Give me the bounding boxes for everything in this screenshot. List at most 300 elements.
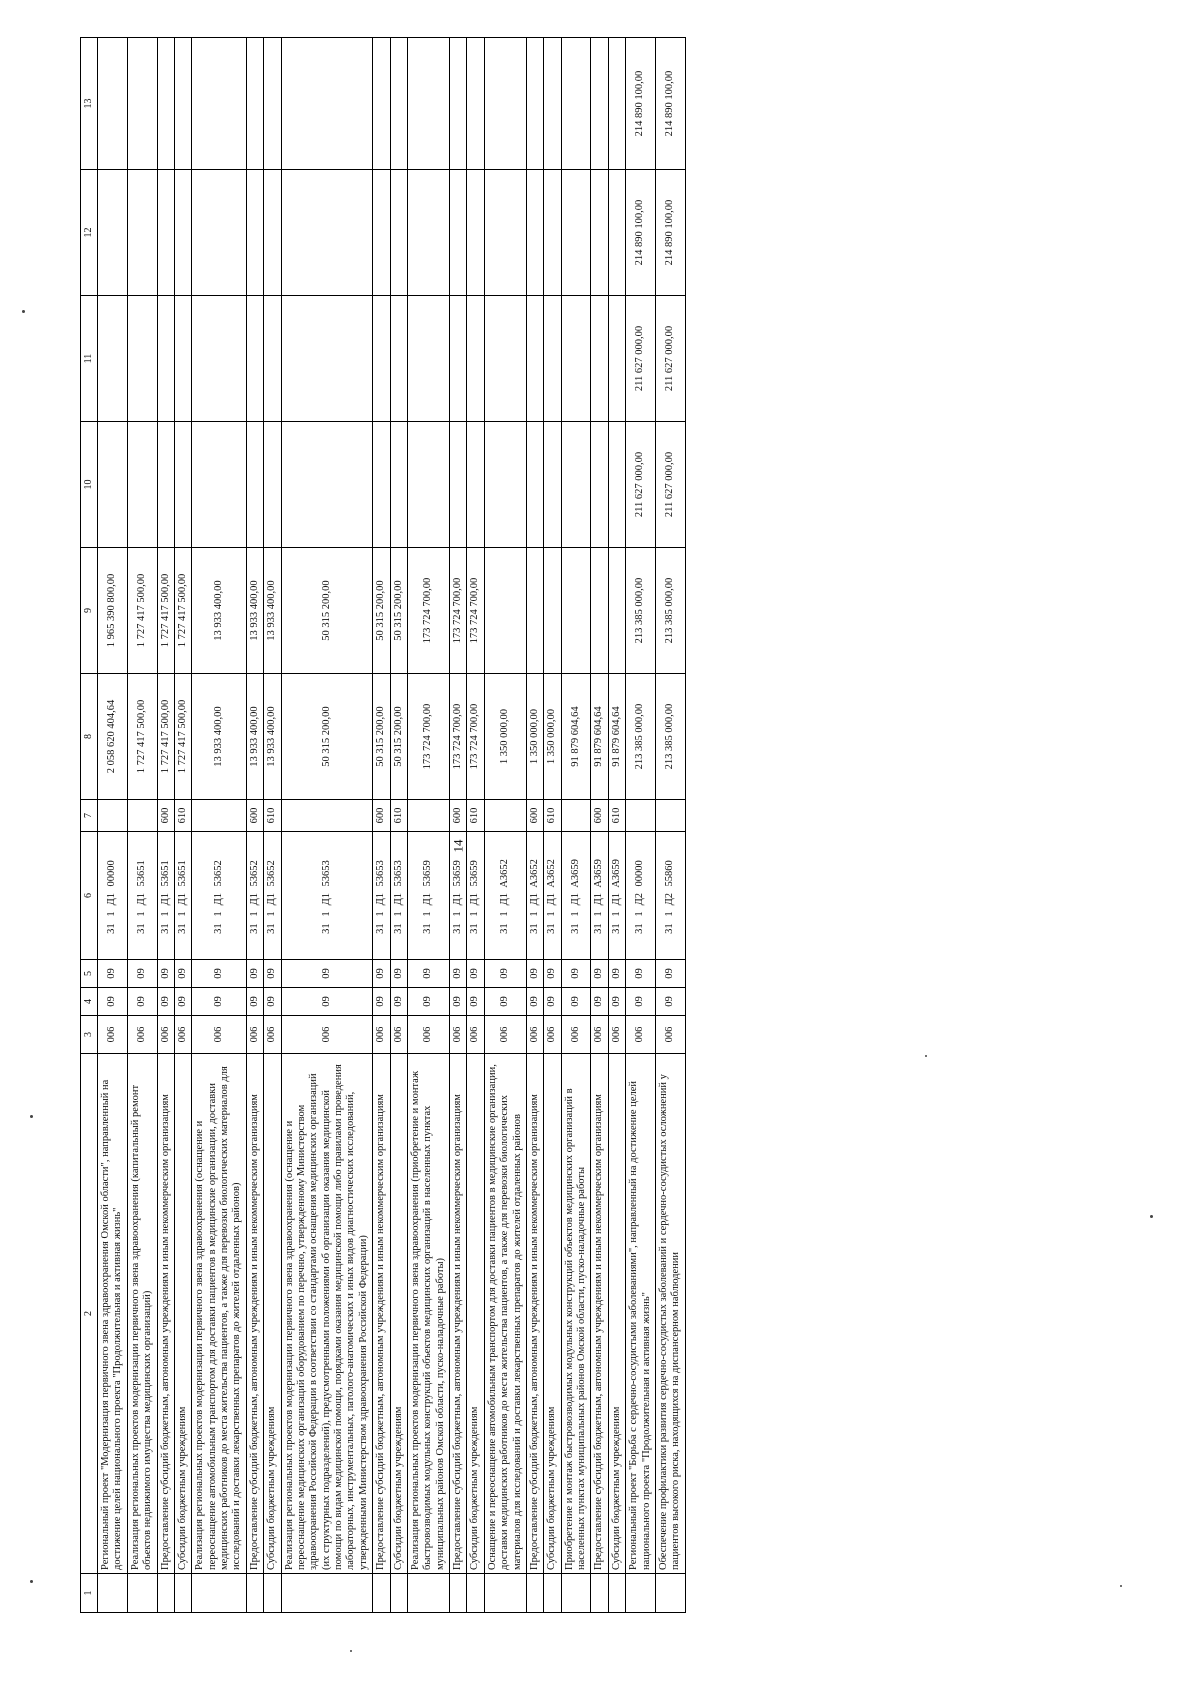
row-name-cell: Приобретение и монтаж быстровозводимых модульных конструкций объектов медицинских организаций в населенных пунктах муниципальных районов Омской области, пуско-наладочные работы	[561, 1054, 591, 1574]
amount-cell-c8: 50 315 200,00	[390, 674, 407, 800]
amount-cell-c13: 214 890 100,00	[626, 38, 656, 170]
target-article-code-part: 1	[469, 911, 481, 917]
section-code-cell: 09	[407, 988, 449, 1016]
amount-cell-c9	[544, 548, 561, 674]
subsection-code-cell: 09	[98, 960, 128, 988]
target-article-code-part: 1	[212, 911, 224, 917]
table-row	[281, 38, 373, 1613]
amount-cell-c8: 1 727 417 500,00	[174, 674, 191, 800]
amount-cell-c8: 1 350 000,00	[544, 674, 561, 800]
expense-type-cell: 610	[264, 800, 281, 832]
amount-cell-c10	[174, 422, 191, 548]
amount-cell-c10	[484, 422, 526, 548]
ministry-code-cell: 006	[626, 1016, 656, 1054]
target-article-code-part: 31	[634, 923, 646, 934]
column-header: 12	[81, 170, 98, 296]
subsection-code-cell: 09	[526, 960, 543, 988]
target-article-code-part: Д1	[375, 892, 387, 906]
target-article-code-part: 00000	[106, 860, 118, 887]
target-article-code-part: Д1	[569, 892, 581, 906]
ministry-code-cell: 006	[655, 1016, 685, 1054]
target-article-code-part: 31	[569, 923, 581, 934]
amount-cell-c13	[561, 38, 591, 170]
amount-cell-c10	[98, 422, 128, 548]
amount-cell-c12	[192, 170, 247, 296]
subsection-code-cell: 09	[450, 960, 467, 988]
amount-cell-c9: 13 933 400,00	[264, 548, 281, 674]
amount-cell-c11	[467, 296, 484, 422]
table-row	[98, 38, 128, 1613]
target-article-code-part: Д1	[610, 892, 622, 906]
expense-type-cell	[655, 800, 685, 832]
column-header: 7	[81, 800, 98, 832]
table-row	[561, 38, 591, 1613]
ministry-code-cell: 006	[526, 1016, 543, 1054]
subsection-code-cell: 09	[544, 960, 561, 988]
expense-type-cell: 600	[526, 800, 543, 832]
target-article-code-cell	[450, 832, 467, 960]
target-article-code-cell	[626, 832, 656, 960]
amount-cell-c11	[264, 296, 281, 422]
section-code-cell: 09	[484, 988, 526, 1016]
ministry-code-cell: 006	[174, 1016, 191, 1054]
amount-cell-c12	[390, 170, 407, 296]
column-header: 2	[81, 1054, 98, 1574]
amount-cell-c12	[526, 170, 543, 296]
section-code-cell: 09	[626, 988, 656, 1016]
amount-cell-c11	[390, 296, 407, 422]
amount-cell-c11	[174, 296, 191, 422]
target-article-code-part: Д1	[593, 892, 605, 906]
expense-type-cell	[281, 800, 373, 832]
target-article-code-part: 1	[422, 911, 434, 917]
target-article-code-part: А3659	[610, 859, 622, 888]
amount-cell-c13	[467, 38, 484, 170]
amount-cell-c8: 1 350 000,00	[484, 674, 526, 800]
amount-cell-c11	[192, 296, 247, 422]
amount-cell-c10	[467, 422, 484, 548]
scan-speck	[1150, 1215, 1153, 1218]
column-header: 11	[81, 296, 98, 422]
amount-cell-c13	[192, 38, 247, 170]
amount-cell-c12	[127, 170, 157, 296]
row-index-cell	[98, 1574, 128, 1613]
amount-cell-c12	[98, 170, 128, 296]
amount-cell-c9	[591, 548, 608, 674]
section-code-cell: 09	[98, 988, 128, 1016]
target-article-code-part: Д1	[159, 892, 171, 906]
target-article-code-part: 31	[528, 923, 540, 934]
amount-cell-c9: 50 315 200,00	[281, 548, 373, 674]
table-row	[544, 38, 561, 1613]
target-article-code-part: 53659	[422, 860, 434, 887]
amount-cell-c9	[526, 548, 543, 674]
target-article-code-part: 1	[546, 911, 558, 917]
amount-cell-c10	[390, 422, 407, 548]
target-article-code-part: 53653	[392, 860, 404, 887]
amount-cell-c13	[544, 38, 561, 170]
ministry-code-cell: 006	[127, 1016, 157, 1054]
amount-cell-c13	[591, 38, 608, 170]
target-article-code-part: Д1	[135, 892, 147, 906]
section-code-cell: 09	[246, 988, 263, 1016]
target-article-code-part: А3659	[593, 859, 605, 888]
amount-cell-c11	[484, 296, 526, 422]
table-row	[174, 38, 191, 1613]
row-index-cell	[484, 1574, 526, 1613]
scan-speck	[1120, 1585, 1122, 1587]
section-code-cell: 09	[174, 988, 191, 1016]
amount-cell-c10	[407, 422, 449, 548]
amount-cell-c10	[608, 422, 625, 548]
amount-cell-c12	[246, 170, 263, 296]
amount-cell-c13	[281, 38, 373, 170]
target-article-code-part: 31	[422, 923, 434, 934]
table-row	[373, 38, 390, 1613]
target-article-code-cell	[655, 832, 685, 960]
rotated-page-content	[80, 38, 1105, 1613]
target-article-code-cell	[390, 832, 407, 960]
target-article-code-part: 1	[135, 911, 147, 917]
target-article-code-part: Д1	[422, 892, 434, 906]
target-article-code-part: 55860	[664, 860, 676, 887]
ministry-code-cell: 006	[544, 1016, 561, 1054]
amount-cell-c8: 173 724 700,00	[450, 674, 467, 800]
amount-cell-c9	[484, 548, 526, 674]
target-article-code-part: Д1	[266, 892, 278, 906]
target-article-code-part: 53651	[159, 860, 171, 887]
amount-cell-c12	[467, 170, 484, 296]
target-article-code-part: А3652	[546, 859, 558, 888]
section-code-cell: 09	[157, 988, 174, 1016]
target-article-code-cell	[526, 832, 543, 960]
amount-cell-c13	[407, 38, 449, 170]
target-article-code-part: 31	[392, 923, 404, 934]
subsection-code-cell: 09	[655, 960, 685, 988]
row-name-cell: Предоставление субсидий бюджетным, автономным учреждениям и иным некоммерческим организациям	[450, 1054, 467, 1574]
amount-cell-c12	[373, 170, 390, 296]
subsection-code-cell: 09	[281, 960, 373, 988]
target-article-code-part: 31	[469, 923, 481, 934]
table-body	[98, 38, 686, 1613]
row-name-cell: Предоставление субсидий бюджетным, автономным учреждениям и иным некоммерческим организациям	[246, 1054, 263, 1574]
amount-cell-c8: 213 385 000,00	[655, 674, 685, 800]
row-name-cell: Субсидии бюджетным учреждениям	[174, 1054, 191, 1574]
amount-cell-c11	[98, 296, 128, 422]
amount-cell-c8: 50 315 200,00	[373, 674, 390, 800]
table-row	[467, 38, 484, 1613]
target-article-code-part: 1	[499, 911, 511, 917]
target-article-code-part: Д1	[392, 892, 404, 906]
row-name-cell: Предоставление субсидий бюджетным, автономным учреждениям и иным некоммерческим организациям	[526, 1054, 543, 1574]
row-index-cell	[407, 1574, 449, 1613]
target-article-code-part: 00000	[634, 860, 646, 887]
amount-cell-c10: 211 627 000,00	[655, 422, 685, 548]
row-index-cell	[526, 1574, 543, 1613]
ministry-code-cell: 006	[450, 1016, 467, 1054]
table-row	[264, 38, 281, 1613]
target-article-code-part: Д1	[469, 892, 481, 906]
row-name-cell: Реализация региональных проектов модернизации первичного звена здравоохранения (оснащение и переоснащение медицинских организаций оборудованием по перечню, утвержденному Министерством здравоохранения Российской Федерации в соответствии со стандартами оснащения медицинских организаций (их структурных подразделений), предусмотренными положениями об организации оказания медицинской помощи по видам медицинской помощи, порядками оказания медицинской помощи либо правилами проведения лабораторных, инструментальных, патолого-анатомических и иных видов диагностических исследований, утвержденными Министерством здравоохранения Российской Федерации)	[281, 1054, 373, 1574]
row-name-cell: Реализация региональных проектов модернизации первичного звена здравоохранения (приобретение и монтаж быстровозводимых модульных конструкций объектов медицинских организаций в населенных пунктах муниципальных районов Омской области, пуско-наладочные работы)	[407, 1054, 449, 1574]
target-article-code-part: 31	[610, 923, 622, 934]
ministry-code-cell: 006	[192, 1016, 247, 1054]
column-header: 5	[81, 960, 98, 988]
target-article-code-part: 31	[248, 923, 260, 934]
target-article-code-cell	[407, 832, 449, 960]
ministry-code-cell: 006	[98, 1016, 128, 1054]
amount-cell-c8: 91 879 604,64	[608, 674, 625, 800]
row-name-cell: Предоставление субсидий бюджетным, автономным учреждениям и иным некоммерческим организациям	[157, 1054, 174, 1574]
section-code-cell: 09	[264, 988, 281, 1016]
target-article-code-part: 31	[266, 923, 278, 934]
subsection-code-cell: 09	[192, 960, 247, 988]
target-article-code-part: Д1	[546, 892, 558, 906]
subsection-code-cell: 09	[246, 960, 263, 988]
target-article-code-part: 1	[528, 911, 540, 917]
scan-speck	[350, 1650, 352, 1652]
amount-cell-c13	[608, 38, 625, 170]
amount-cell-c11: 211 627 000,00	[655, 296, 685, 422]
target-article-code-part: 31	[664, 923, 676, 934]
row-name-cell: Субсидии бюджетным учреждениям	[390, 1054, 407, 1574]
amount-cell-c8: 1 727 417 500,00	[157, 674, 174, 800]
amount-cell-c10	[264, 422, 281, 548]
amount-cell-c9: 213 385 000,00	[655, 548, 685, 674]
amount-cell-c11	[544, 296, 561, 422]
amount-cell-c9: 173 724 700,00	[407, 548, 449, 674]
table-row	[526, 38, 543, 1613]
row-index-cell	[281, 1574, 373, 1613]
amount-cell-c9: 1 727 417 500,00	[127, 548, 157, 674]
amount-cell-c9: 50 315 200,00	[390, 548, 407, 674]
expense-type-cell	[127, 800, 157, 832]
amount-cell-c11	[561, 296, 591, 422]
amount-cell-c13	[127, 38, 157, 170]
row-index-cell	[608, 1574, 625, 1613]
amount-cell-c10: 211 627 000,00	[626, 422, 656, 548]
row-index-cell	[467, 1574, 484, 1613]
table-row	[246, 38, 263, 1613]
ministry-code-cell: 006	[390, 1016, 407, 1054]
target-article-code-part: Д1	[212, 892, 224, 906]
subsection-code-cell: 09	[407, 960, 449, 988]
table-row	[655, 38, 685, 1613]
section-code-cell: 09	[561, 988, 591, 1016]
target-article-code-cell	[467, 832, 484, 960]
amount-cell-c8: 13 933 400,00	[192, 674, 247, 800]
target-article-code-part: 31	[593, 923, 605, 934]
amount-cell-c8: 1 727 417 500,00	[127, 674, 157, 800]
row-name-cell: Предоставление субсидий бюджетным, автономным учреждениям и иным некоммерческим организациям	[591, 1054, 608, 1574]
row-index-cell	[561, 1574, 591, 1613]
target-article-code-cell	[281, 832, 373, 960]
subsection-code-cell: 09	[608, 960, 625, 988]
ministry-code-cell: 006	[608, 1016, 625, 1054]
expense-type-cell	[626, 800, 656, 832]
expense-type-cell	[192, 800, 247, 832]
expense-type-cell: 600	[591, 800, 608, 832]
expense-type-cell: 610	[544, 800, 561, 832]
target-article-code-part: Д1	[248, 892, 260, 906]
table-row	[407, 38, 449, 1613]
row-name-cell: Обеспечение профилактики развития сердечно-сосудистых заболеваний и сердечно-сосудистых осложнений у пациентов высокого риска, находящихся на диспансерном наблюдении	[655, 1054, 685, 1574]
target-article-code-part: 53652	[266, 860, 278, 887]
amount-cell-c9: 1 965 390 800,00	[98, 548, 128, 674]
row-name-cell: Реализация региональных проектов модернизации первичного звена здравоохранения (капитальный ремонт объектов недвижимого имущества медицинских организаций)	[127, 1054, 157, 1574]
subsection-code-cell: 09	[626, 960, 656, 988]
amount-cell-c12	[544, 170, 561, 296]
target-article-code-part: Д1	[528, 892, 540, 906]
target-article-code-part: 53659	[452, 860, 463, 887]
amount-cell-c8: 2 058 620 404,64	[98, 674, 128, 800]
target-article-code-part: 31	[375, 923, 387, 934]
row-name-cell: Оснащение и переоснащение автомобильным транспортом для доставки пациентов в медицинские организации, доставки медицинских работников до места жительства пациентов, а также для перевозки биологических материалов для исследований и доставки лекарственных препаратов до жителей отдаленных районов	[484, 1054, 526, 1574]
section-code-cell: 09	[655, 988, 685, 1016]
subsection-code-cell: 09	[561, 960, 591, 988]
amount-cell-c10	[157, 422, 174, 548]
scan-speck	[30, 1580, 33, 1583]
amount-cell-c8: 13 933 400,00	[264, 674, 281, 800]
subsection-code-cell: 09	[127, 960, 157, 988]
amount-cell-c11	[281, 296, 373, 422]
row-index-cell	[544, 1574, 561, 1613]
amount-cell-c11	[591, 296, 608, 422]
target-article-code-part: 31	[106, 923, 118, 934]
ministry-code-cell: 006	[561, 1016, 591, 1054]
target-article-code-part: 1	[375, 911, 387, 917]
row-index-cell	[450, 1574, 467, 1613]
expense-type-cell: 610	[174, 800, 191, 832]
target-article-code-part: 53653	[320, 860, 332, 887]
ministry-code-cell: 006	[246, 1016, 263, 1054]
row-name-cell: Региональный проект "Модернизация первичного звена здравоохранения Омской области", направленный на достижение целей национального проекта "Продолжительная и активная жизнь"	[98, 1054, 128, 1574]
amount-cell-c12	[591, 170, 608, 296]
target-article-code-cell	[246, 832, 263, 960]
amount-cell-c11	[127, 296, 157, 422]
section-code-cell: 09	[526, 988, 543, 1016]
scan-speck	[30, 1115, 33, 1118]
subsection-code-cell: 09	[390, 960, 407, 988]
target-article-code-part: А3652	[499, 859, 511, 888]
amount-cell-c13	[157, 38, 174, 170]
amount-cell-c13	[526, 38, 543, 170]
amount-cell-c8: 13 933 400,00	[246, 674, 263, 800]
amount-cell-c13	[484, 38, 526, 170]
amount-cell-c11	[157, 296, 174, 422]
row-index-cell	[626, 1574, 656, 1613]
column-header: 4	[81, 988, 98, 1016]
target-article-code-cell	[561, 832, 591, 960]
expense-type-cell: 600	[157, 800, 174, 832]
amount-cell-c11	[608, 296, 625, 422]
ministry-code-cell: 006	[264, 1016, 281, 1054]
subsection-code-cell: 09	[264, 960, 281, 988]
amount-cell-c13	[98, 38, 128, 170]
target-article-code-part: 1	[159, 911, 171, 917]
target-article-code-part: 1	[266, 911, 278, 917]
ministry-code-cell: 006	[407, 1016, 449, 1054]
budget-table	[80, 37, 686, 1613]
ministry-code-cell: 006	[157, 1016, 174, 1054]
amount-cell-c12	[281, 170, 373, 296]
section-code-cell: 09	[591, 988, 608, 1016]
table-row	[591, 38, 608, 1613]
ministry-code-cell: 006	[591, 1016, 608, 1054]
target-article-code-part: 1	[569, 911, 581, 917]
amount-cell-c10	[591, 422, 608, 548]
amount-cell-c11: 211 627 000,00	[626, 296, 656, 422]
amount-cell-c10	[450, 422, 467, 548]
amount-cell-c8: 173 724 700,00	[467, 674, 484, 800]
section-code-cell: 09	[127, 988, 157, 1016]
amount-cell-c12: 214 890 100,00	[655, 170, 685, 296]
row-name-cell: Субсидии бюджетным учреждениям	[264, 1054, 281, 1574]
amount-cell-c13	[450, 38, 467, 170]
amount-cell-c13	[174, 38, 191, 170]
row-index-cell	[127, 1574, 157, 1613]
section-code-cell: 09	[281, 988, 373, 1016]
amount-cell-c11	[373, 296, 390, 422]
target-article-code-cell	[591, 832, 608, 960]
scan-speck	[925, 1055, 927, 1057]
target-article-code-part: 53659	[469, 860, 481, 887]
ministry-code-cell: 006	[484, 1016, 526, 1054]
row-index-cell	[655, 1574, 685, 1613]
row-name-cell: Субсидии бюджетным учреждениям	[608, 1054, 625, 1574]
target-article-code-part: 31	[452, 923, 463, 934]
target-article-code-cell	[373, 832, 390, 960]
amount-cell-c8: 1 350 000,00	[526, 674, 543, 800]
target-article-code-part: 31	[135, 923, 147, 934]
row-name-cell: Предоставление субсидий бюджетным, автономным учреждениям и иным некоммерческим организациям	[373, 1054, 390, 1574]
subsection-code-cell: 09	[484, 960, 526, 988]
amount-cell-c10	[192, 422, 247, 548]
amount-cell-c10	[127, 422, 157, 548]
table-header-row	[81, 38, 98, 1613]
amount-cell-c13	[390, 38, 407, 170]
amount-cell-c11	[407, 296, 449, 422]
scan-speck	[22, 310, 25, 313]
row-index-cell	[591, 1574, 608, 1613]
amount-cell-c9: 50 315 200,00	[373, 548, 390, 674]
page-number: 14	[450, 839, 466, 853]
column-header: 9	[81, 548, 98, 674]
column-header: 10	[81, 422, 98, 548]
target-article-code-part: 1	[593, 911, 605, 917]
row-index-cell	[157, 1574, 174, 1613]
table-row	[608, 38, 625, 1613]
section-code-cell: 09	[373, 988, 390, 1016]
target-article-code-part: 1	[634, 911, 646, 917]
table-row	[127, 38, 157, 1613]
expense-type-cell: 610	[608, 800, 625, 832]
expense-type-cell	[484, 800, 526, 832]
amount-cell-c8: 173 724 700,00	[407, 674, 449, 800]
amount-cell-c10	[373, 422, 390, 548]
amount-cell-c12	[561, 170, 591, 296]
ministry-code-cell: 006	[467, 1016, 484, 1054]
column-header: 1	[81, 1574, 98, 1613]
amount-cell-c11	[246, 296, 263, 422]
target-article-code-part: 53653	[375, 860, 387, 887]
target-article-code-part: 1	[664, 911, 676, 917]
section-code-cell: 09	[467, 988, 484, 1016]
amount-cell-c8: 213 385 000,00	[626, 674, 656, 800]
target-article-code-part: 1	[610, 911, 622, 917]
amount-cell-c12	[157, 170, 174, 296]
amount-cell-c10	[544, 422, 561, 548]
